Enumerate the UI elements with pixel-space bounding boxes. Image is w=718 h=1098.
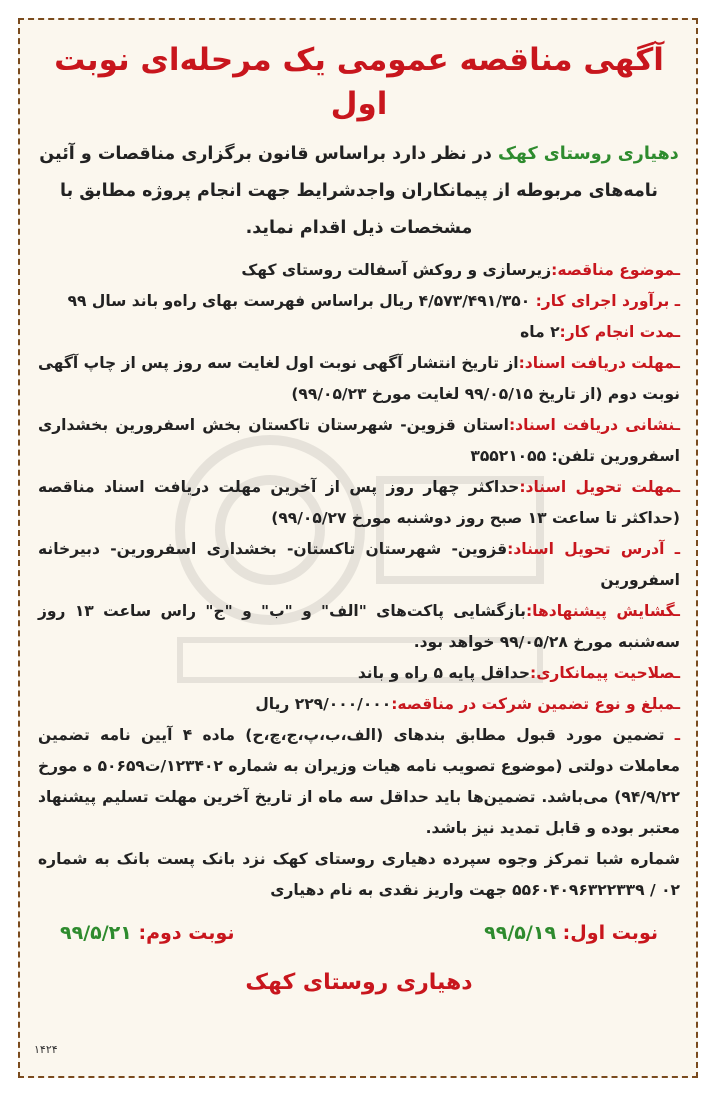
first-turn-date: ۹۹/۵/۱۹ [484,922,557,944]
item-text: شماره شبا تمرکز وجوه سپرده دهیاری روستای کهک نزد بانک پست بانک به شماره ۰۲ / ۵۵۶۰۴۰۹۶۳۲۲۳۳۹ جهت واریز نقدی به نام دهیاری [38,850,680,899]
item-text: استان قزوین- شهرستان تاکستان بخش اسفرورین بخشداری اسفرورین تلفن: ۳۵۵۲۱۰۵۵ [38,416,680,465]
ad-code: ۱۴۲۴ [34,1043,58,1056]
first-turn [484,922,658,944]
ad-content [30,30,688,1068]
item-text: ۲ ماه [520,323,560,341]
item-label: صلاحیت پیمانکاری: [530,664,675,682]
item-label: مهلت دریافت اسناد: [518,354,675,372]
signature: دهیاری روستای کهک [245,970,473,995]
ad-items [38,255,680,906]
item-qualification: ـصلاحیت پیمانکاری:حداقل پایه ۵ راه و باند [357,664,680,682]
intro-paragraph [36,136,682,247]
ad-title: آگهی مناقصه عمومی یک مرحله‌ای نوبت اول [54,42,664,122]
second-turn-label: نوبت دوم: [138,922,235,944]
item-label: مدت انجام کار: [559,323,675,341]
item-text: زیرسازی و روکش آسفالت روستای کهک [241,261,552,279]
item-text: از تاریخ انتشار آگهی نوبت اول لغایت سه روز پس از چاپ آگهی نوبت دوم (از تاریخ ۹۹/۰۵/۱۵ لغایت مورخ ۹۹/۰۵/۲۳) [38,354,680,403]
first-turn-label: نوبت اول: [562,922,658,944]
item-subject: ـموضوع مناقصه:زیرسازی و روکش آسفالت روستای کهک [241,261,680,279]
item-label: موضوع مناقصه: [551,261,675,279]
second-turn [60,922,235,944]
item-text: بازگشایی پاکت‌های "الف" و "ب" و "ج" راس ساعت ۱۳ روز سه‌شنبه مورخ ۹۹/۰۵/۲۸ خواهد بود. [38,602,680,651]
item-opening: ـگشایش پیشنهادها:بازگشایی پاکت‌های "الف" و "ب" و "ج" راس ساعت ۱۳ روز سه‌شنبه مورخ ۹۹/۰۵/۲۸ خواهد بود. [38,602,680,651]
item-text: حداکثر چهار روز پس از آخرین مهلت دریافت اسناد مناقصه (حداکثر تا ساعت ۱۳ صبح روز دوشنبه مورخ ۹۹/۰۵/۲۷) [38,478,680,527]
item-guarantee-amount: ـمبلغ و نوع تضمین شرکت در مناقصه:۲۲۹/۰۰۰/۰۰۰ ریال [255,695,680,713]
intro-org: دهیاری روستای کهک [498,144,679,164]
item-estimate: ـ برآورد اجرای کار: ۴/۵۷۳/۴۹۱/۳۵۰ ریال براساس فهرست بهای راه‌و باند سال ۹۹ [67,292,680,310]
item-label: گشایش پیشنهادها: [525,602,675,620]
item-label: نشانی دریافت اسناد: [508,416,675,434]
item-docs-address: ـنشانی دریافت اسناد:استان قزوین- شهرستان تاکستان بخش اسفرورین بخشداری اسفرورین تلفن: ۳۵۵۲۱۰۵۵ [38,416,680,465]
item-text: قزوین- شهرستان تاکستان- بخشداری اسفرورین- دبیرخانه اسفرورین [38,540,680,589]
item-label: مهلت تحویل اسناد: [519,478,675,496]
item-label: آدرس تحویل اسناد: [507,540,665,558]
item-sheba [38,844,680,906]
second-turn-date: ۹۹/۵/۲۱ [60,922,132,944]
publication-turns [60,922,658,944]
item-duration: ـمدت انجام کار:۲ ماه [520,323,680,341]
item-text: حداقل پایه ۵ راه و باند [357,664,530,682]
item-delivery-deadline: ـمهلت تحویل اسناد:حداکثر چهار روز پس از آخرین مهلت دریافت اسناد مناقصه (حداکثر تا ساعت ۱۳ صبح روز دوشنبه مورخ ۹۹/۰۵/۲۷) [38,478,680,527]
item-label: برآورد اجرای کار: [535,292,670,310]
item-text: تضمین مورد قبول مطابق بندهای (الف،ب،پ،ج،چ،ح) ماده ۴ آیین نامه تضمین معاملات دولتی (موضوع تصویب نامه هیات وزیران به شماره ۱۲۳۴۰۲/ت۵۰۶۵۹ ه مورخ ۹۴/۹/۲۲) می‌باشد. تضمین‌ها باید حداقل سه ماه از تاریخ آخرین مهلت تسلیم پیشنهاد معتبر بوده و قابل تمدید نیز باشد. [38,726,681,837]
item-text: ۲۲۹/۰۰۰/۰۰۰ ریال [255,695,392,713]
item-guarantee-terms: ـ تضمین مورد قبول مطابق بندهای (الف،ب،پ،ج،چ،ح) ماده ۴ آیین نامه تضمین معاملات دولتی (موضوع تصویب نامه هیات وزیران به شماره ۱۲۳۴۰۲/ت۵۰۶۵۹ ه مورخ ۹۴/۹/۲۲) می‌باشد. تضمین‌ها باید حداقل سه ماه از تاریخ آخرین مهلت تسلیم پیشنهاد معتبر بوده و قابل تمدید نیز باشد. [38,726,681,837]
item-text: ۴/۵۷۳/۴۹۱/۳۵۰ ریال براساس فهرست بهای راه‌و باند سال ۹۹ [67,292,531,310]
item-delivery-address: ـ آدرس تحویل اسناد:قزوین- شهرستان تاکستان- بخشداری اسفرورین- دبیرخانه اسفرورین [38,540,681,589]
item-label: مبلغ و نوع تضمین شرکت در مناقصه: [391,695,675,713]
intro-text: در نظر دارد براساس قانون برگزاری مناقصات و آئین نامه‌های مربوطه از پیمانکاران واجدشرایط جهت انجام پروژه مطابق با مشخصات ذیل اقدام نماید. [39,144,658,238]
item-docs-deadline: ـمهلت دریافت اسناد:از تاریخ انتشار آگهی نوبت اول لغایت سه روز پس از چاپ آگهی نوبت دوم (از تاریخ ۹۹/۰۵/۱۵ لغایت مورخ ۹۹/۰۵/۲۳) [38,354,680,403]
